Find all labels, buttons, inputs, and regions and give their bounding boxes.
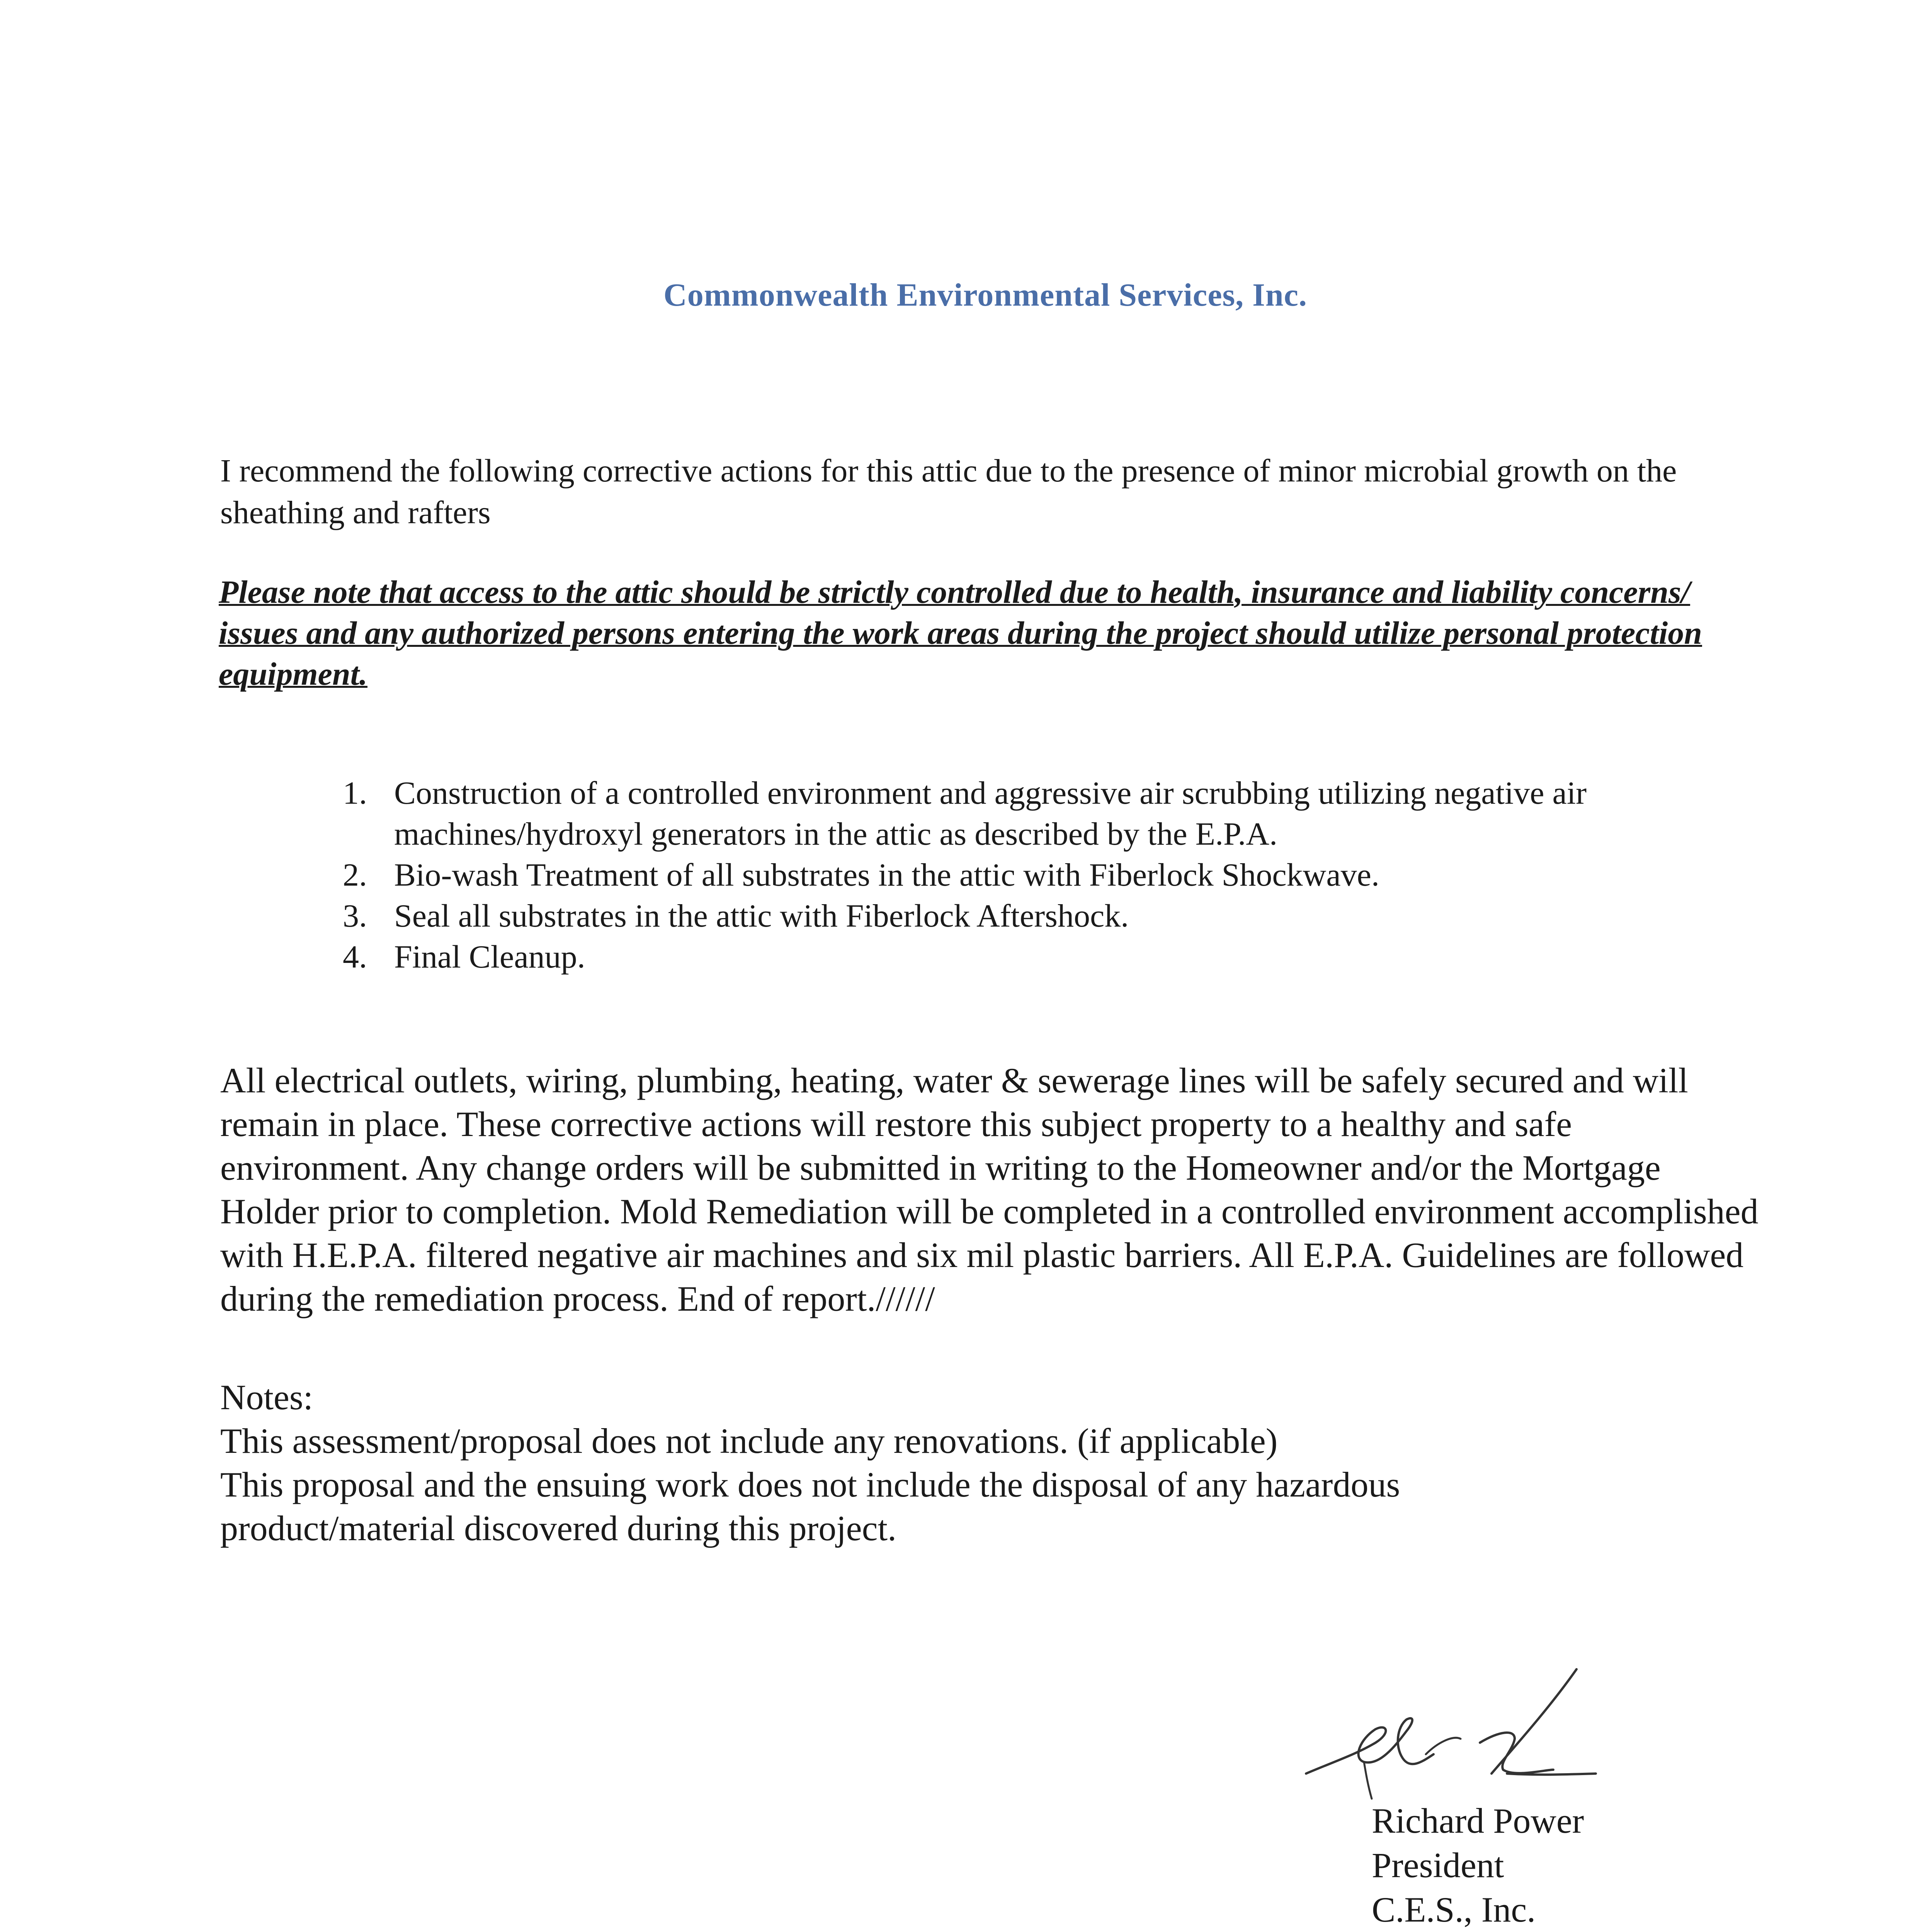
signer-title: President [1372,1845,1504,1885]
signature-block [1372,1799,1584,1932]
signer-name: Richard Power [1372,1801,1584,1840]
list-item-number: 1. [343,775,367,811]
body-paragraph: All electrical outlets, wiring, plumbing, heating, water & sewerage lines will be safely secured and will remain in place. These corrective actions will restore this subject property to a healthy and safe environment. Any change orders will be submitted in writing to the Homeowner and/or the Mortgage Holder prior to completion. Mold Remediation will be completed in a controlled environment accomplished with H.E.P.A. filtered negative air machines and six mil plastic barriers. All E.P.A. Guidelines are followed during the remediation process. End of report.////// [220,1061,1759,1318]
list-item [336,855,1766,896]
list-item [336,896,1766,937]
company-title: Commonwealth Environmental Services, Inc. [663,277,1307,313]
intro-paragraph: I recommend the following corrective actions for this attic due to the presence of minor microbial growth on the sheathing and rafters [220,453,1677,531]
corrective-actions-list [336,773,1766,978]
signer-company: C.E.S., Inc. [1372,1890,1536,1929]
list-item-number: 2. [343,857,367,893]
handwritten-signature [1298,1646,1646,1816]
list-item-number: 3. [343,898,367,934]
list-item-text: Final Cleanup. [394,939,585,975]
list-item [336,773,1766,855]
notes-section [220,1376,1727,1550]
notes-line: This assessment/proposal does not include any renovations. (if applicable) [220,1421,1278,1461]
list-item-text: Seal all substrates in the attic with Fiberlock Aftershock. [394,898,1129,934]
list-item-number: 4. [343,939,367,975]
notes-line: This proposal and the ensuing work does not include the disposal of any hazardous [220,1465,1400,1504]
warning-notice: Please note that access to the attic should be strictly controlled due to health, insurance and liability concerns/ issues and any authorized persons entering the work areas during the project should utilize personal protection equipment. [219,574,1702,692]
list-item-text: Construction of a controlled environment and aggressive air scrubbing utilizing negative air machines/hydroxyl generators in the attic as described by the E.P.A. [394,775,1587,852]
list-item [336,937,1766,978]
notes-line: product/material discovered during this project. [220,1509,897,1548]
list-item-text: Bio-wash Treatment of all substrates in the attic with Fiberlock Shockwave. [394,857,1379,893]
notes-heading: Notes: [220,1378,313,1417]
